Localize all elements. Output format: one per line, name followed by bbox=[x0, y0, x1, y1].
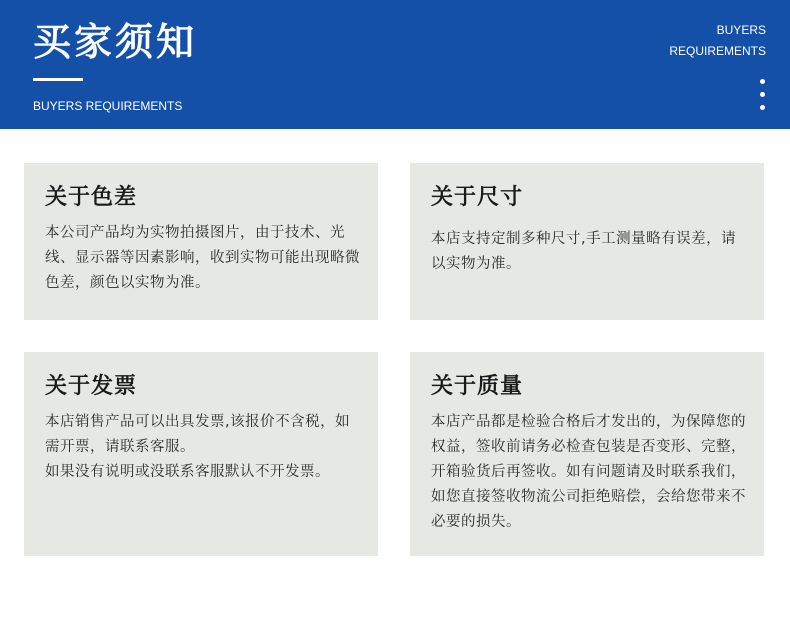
card-text: 本店支持定制多种尺寸,手工测量略有误差，请以实物为准。 bbox=[431, 231, 737, 272]
more-dots-icon bbox=[760, 79, 766, 118]
page-subtitle: BUYERS REQUIREMENTS bbox=[33, 99, 183, 113]
card-text: 本店产品都是检验合格后才发出的，为保障您的权益，签收前请务必检查包装是否变形、完整，开箱验货后再签收。如有问题请及时联系我们，如您直接签收物流公司拒绝赔偿，会给您带来不必要的损失。 bbox=[431, 414, 746, 530]
title-underline bbox=[33, 78, 83, 81]
card-text: 本店销售产品可以出具发票,该报价不含税，如需开票，请联系客服。 bbox=[45, 414, 351, 455]
card-title: 关于质量 bbox=[431, 374, 524, 399]
header-banner bbox=[0, 0, 790, 129]
page-title: 买家须知 bbox=[33, 20, 198, 64]
corner-label-line2: REQUIREMENTS bbox=[669, 44, 766, 58]
card-quality bbox=[410, 352, 764, 556]
corner-label-line1: BUYERS bbox=[716, 23, 766, 37]
card-text: 本公司产品均为实物拍摄图片，由于技术、光线、显示器等因素影响，收到实物可能出现略微色差，颜色以实物为准。 bbox=[45, 225, 360, 291]
card-title: 关于色差 bbox=[45, 185, 138, 210]
card-title: 关于尺寸 bbox=[431, 185, 524, 210]
card-color-difference bbox=[24, 163, 378, 320]
card-invoice bbox=[24, 352, 378, 556]
card-text: 如果没有说明或没联系客服默认不开发票。 bbox=[45, 464, 330, 480]
card-size bbox=[410, 163, 764, 320]
corner-label bbox=[669, 20, 766, 62]
card-title: 关于发票 bbox=[45, 374, 138, 399]
